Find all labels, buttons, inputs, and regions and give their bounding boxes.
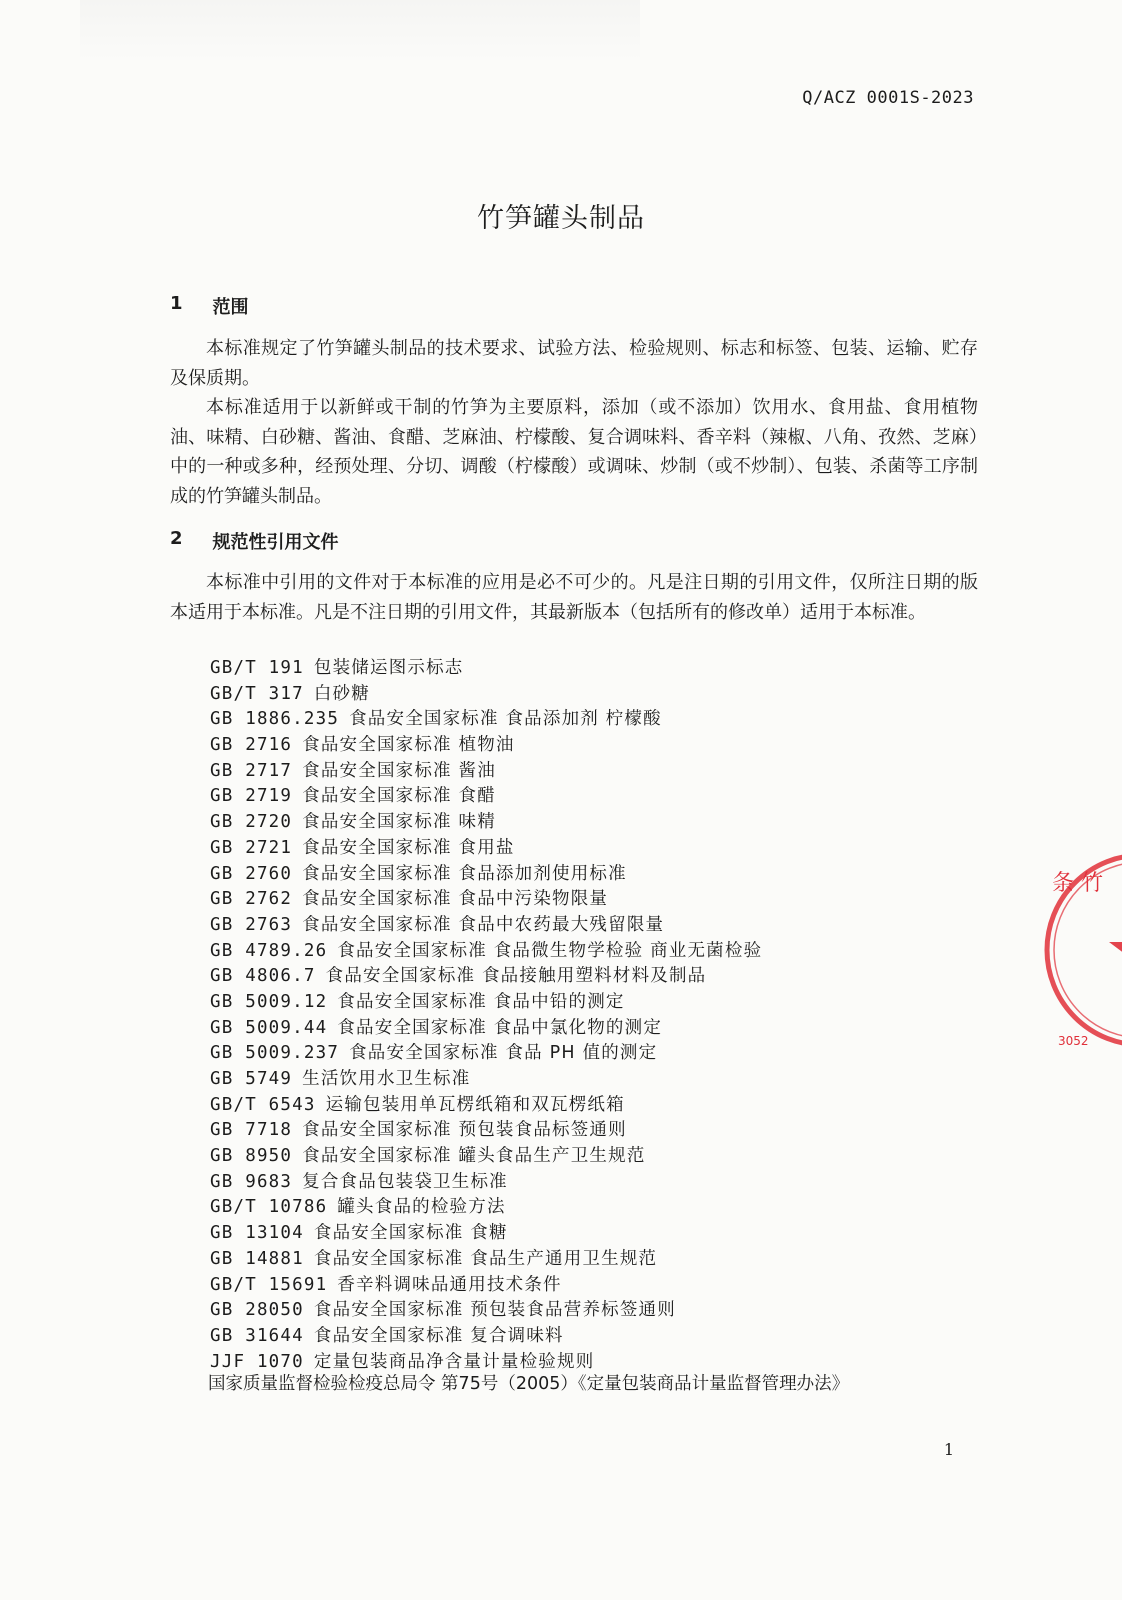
section-number: 1	[170, 293, 183, 314]
reference-name: 生活饮用水卫生标准	[302, 1069, 471, 1089]
reference-item	[210, 836, 762, 862]
reference-item	[210, 1298, 762, 1324]
reference-item	[210, 1016, 762, 1042]
reference-item	[210, 887, 762, 913]
reference-name: 食品安全国家标准 食品生产通用卫生规范	[313, 1248, 658, 1269]
seal-star-icon	[1109, 918, 1122, 981]
reference-name: 食品安全国家标准 食醋	[302, 786, 496, 807]
reference-code: GB 7718	[210, 1120, 293, 1141]
reference-code: GB 8950	[210, 1146, 293, 1167]
reference-code: GB/T 15691	[210, 1274, 328, 1295]
reference-code: GB 2763	[210, 914, 293, 935]
section-2-heading	[170, 528, 339, 554]
reference-code: GB 4789.26	[210, 940, 328, 961]
reference-name: 食品安全国家标准 酱油	[302, 760, 496, 781]
reference-item	[210, 810, 762, 836]
reference-item	[210, 656, 762, 682]
reference-regulation: 国家质量监督检验检疫总局令 第75号（2005）《定量包装商品计量监督管理办法》	[208, 1374, 850, 1394]
reference-code: GB 5009.237	[210, 1043, 340, 1064]
reference-item	[210, 707, 762, 733]
reference-name: 食品安全国家标准 食品接触用塑料材料及制品	[325, 966, 707, 987]
reference-code: GB 1886.235	[210, 709, 340, 730]
reference-name: 食品安全国家标准 食品添加剂 柠檬酸	[349, 709, 662, 730]
reference-item	[210, 939, 762, 965]
reference-code: GB/T 10786	[210, 1197, 328, 1218]
reference-code: GB 2721	[210, 837, 293, 858]
official-seal-stamp	[1022, 830, 1122, 1070]
reference-name: 食品安全国家标准 复合调味料	[313, 1325, 564, 1346]
reference-name: 食品安全国家标准 食用盐	[302, 837, 515, 858]
reference-item	[210, 964, 762, 990]
reference-name: 食品安全国家标准 食品 PH 值的测定	[349, 1043, 658, 1064]
reference-name: 食品安全国家标准 食品中氯化物的测定	[337, 1017, 663, 1038]
reference-code: GB 9683	[210, 1171, 293, 1192]
reference-code: GB/T 6543	[210, 1094, 316, 1115]
section-title: 范围	[212, 297, 249, 318]
reference-code: GB 5749	[210, 1069, 293, 1089]
reference-code: GB 14881	[210, 1248, 304, 1269]
reference-name: 食品安全国家标准 罐头食品生产卫生规范	[302, 1146, 646, 1167]
reference-code: GB 4806.7	[210, 966, 316, 987]
reference-item	[210, 1170, 762, 1196]
reference-name: 包装储运图示标志	[313, 658, 464, 678]
reference-name: 食品安全国家标准 食品中农药最大残留限量	[302, 914, 665, 935]
reference-code: GB 2716	[210, 735, 293, 756]
reference-code: GB 13104	[210, 1223, 304, 1244]
reference-item	[210, 1093, 762, 1119]
reference-code: GB/T 191	[210, 658, 304, 678]
reference-item	[210, 1067, 762, 1093]
page-number: 1	[943, 1440, 954, 1459]
reference-name: 食品安全国家标准 预包装食品营养标签通则	[313, 1300, 676, 1321]
reference-item	[210, 990, 762, 1016]
reference-code: JJF 1070	[210, 1351, 304, 1372]
reference-list	[210, 656, 762, 1375]
reference-item	[210, 862, 762, 888]
reference-name: 食品安全国家标准 食品添加剂使用标准	[302, 863, 627, 884]
seal-number: 3052	[1058, 1034, 1089, 1048]
reference-code: GB/T 317	[210, 683, 304, 704]
reference-item	[210, 759, 762, 785]
reference-name: 香辛料调味品通用技术条件	[337, 1274, 562, 1295]
reference-item	[210, 682, 762, 708]
reference-code: GB 31644	[210, 1325, 304, 1346]
reference-code: GB 2717	[210, 760, 293, 781]
section-number: 2	[170, 528, 183, 549]
reference-code: GB 28050	[210, 1300, 304, 1321]
reference-item	[210, 1118, 762, 1144]
document-code: Q/ACZ 0001S-2023	[802, 88, 974, 108]
reference-item	[210, 1247, 762, 1273]
reference-item	[210, 913, 762, 939]
references-intro: 本标准中引用的文件对于本标准的应用是必不可少的。凡是注日期的引用文件，仅所注日期的版本适用于本标准。凡是不注日期的引用文件，其最新版本（包括所有的修改单）适用于本标准。	[170, 572, 978, 623]
reference-name: 运输包装用单瓦楞纸箱和双瓦楞纸箱	[325, 1094, 625, 1115]
document-title: 竹笋罐头制品	[477, 203, 645, 234]
reference-name: 复合食品包装袋卫生标准	[302, 1171, 508, 1192]
scope-paragraph-2: 本标准适用于以新鲜或干制的竹笋为主要原料，添加（或不添加）饮用水、食用盐、食用植物油、味精、白砂糖、酱油、食醋、芝麻油、柠檬酸、复合调味料、香辛料（辣椒、八角、孜然、芝麻）中的一种或多种，经预处理、分切、调酸（柠檬酸）或调味、炒制（或不炒制）、包装、杀菌等工序制成的竹笋罐头制品。	[170, 397, 978, 507]
reference-item	[210, 733, 762, 759]
seal-text: 条 竹	[1052, 871, 1103, 896]
reference-code: GB 2720	[210, 812, 293, 833]
reference-code: GB 2719	[210, 786, 293, 807]
section-title: 规范性引用文件	[212, 532, 339, 553]
reference-name: 食品安全国家标准 食品中污染物限量	[302, 889, 609, 910]
reference-name: 定量包装商品净含量计量检验规则	[313, 1351, 595, 1372]
reference-name: 白砂糖	[313, 683, 370, 704]
reference-item	[210, 1273, 762, 1299]
reference-item	[210, 1195, 762, 1221]
reference-item	[210, 1221, 762, 1247]
reference-code: GB 5009.12	[210, 991, 328, 1012]
reference-code: GB 5009.44	[210, 1017, 328, 1038]
reference-item	[210, 1041, 762, 1067]
scope-paragraph-1: 本标准规定了竹笋罐头制品的技术要求、试验方法、检验规则、标志和标签、包装、运输、贮存及保质期。	[170, 338, 978, 389]
reference-name: 罐头食品的检验方法	[337, 1197, 506, 1218]
reference-item	[210, 1324, 762, 1350]
reference-code: GB 2760	[210, 863, 293, 884]
scan-artifact	[80, 0, 640, 60]
reference-name: 食品安全国家标准 味精	[302, 812, 496, 833]
reference-name: 食品安全国家标准 预包装食品标签通则	[302, 1120, 627, 1141]
section-1-heading	[170, 293, 249, 319]
reference-name: 食品安全国家标准 食糖	[313, 1223, 508, 1244]
reference-name: 食品安全国家标准 食品中铅的测定	[337, 991, 625, 1012]
reference-name: 食品安全国家标准 食品微生物学检验 商业无菌检验	[337, 940, 763, 961]
reference-code: GB 2762	[210, 889, 293, 910]
reference-name: 食品安全国家标准 植物油	[302, 735, 515, 756]
reference-item	[210, 1144, 762, 1170]
reference-item	[210, 784, 762, 810]
